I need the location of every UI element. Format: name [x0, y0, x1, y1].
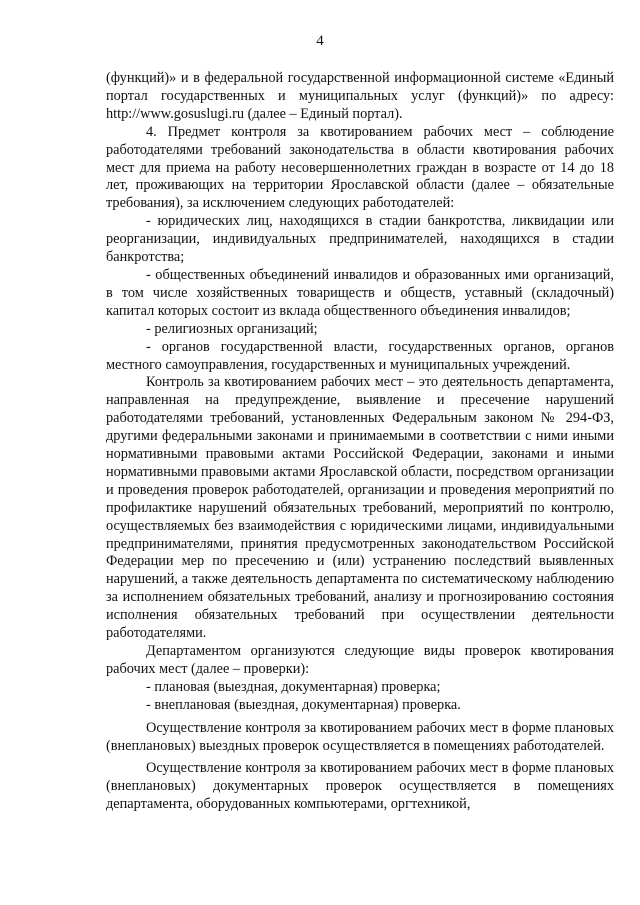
document-body	[106, 70, 614, 814]
list-item: - религиозных организаций;	[146, 320, 318, 337]
paragraph: Осуществление контроля за квотированием рабочих мест в форме плановых (внеплановых) документарных проверок осуществляется в помещениях департамента, оборудованных компьютерами, оргтехникой,	[106, 760, 614, 813]
list-item: - юридических лиц, находящихся в стадии банкротства, ликвидации или реорганизации, индивидуальных предпринимателей, находящихся в стадии банкротства;	[106, 213, 614, 266]
page-number: 4	[316, 33, 324, 49]
paragraph: Департаментом организуются следующие виды проверок квотирования рабочих мест (далее – проверки):	[106, 643, 614, 677]
paragraph: 4. Предмет контроля за квотированием рабочих мест – соблюдение работодателями требований законодательства в области квотирования рабочих мест для приема на работу несовершеннолетних граждан в возрасте от 14 до 18 лет, проживающих на территории Ярославской области (далее – обязательные требования), за исключением следующих работодателей:	[106, 123, 614, 212]
list-item: - органов государственной власти, государственных органов, органов местного самоуправления, государственных и муниципальных учреждений.	[106, 338, 614, 373]
list-item: - общественных объединений инвалидов и образованных ими организаций, в том числе хозяйственных товариществ и обществ, уставный (складочный) капитал которых состоит из вклада общественного объединения инвалидов;	[106, 266, 614, 319]
list-item: - плановая (выездная, документарная) проверка;	[146, 678, 441, 695]
paragraph: Осуществление контроля за квотированием рабочих мест в форме плановых (внеплановых) выездных проверок осуществляется в помещениях работодателей.	[106, 719, 614, 754]
paragraph: Контроль за квотированием рабочих мест – это деятельность департамента, направленная на предупреждение, выявление и пресечение нарушений работодателями требований, установленных Федеральным законом № 294-ФЗ, другими федеральными законами и принимаемыми в соответствии с ними иными нормативными правовыми актами Российской Федерации, законами и иными нормативными правовыми актами Ярославской области, посредством организации и проведения проверок работодателей, организации и проведения мероприятий по профилактике нарушений обязательных требований, мероприятий по контролю, осуществляемых без взаимодействия с юридическими лицами, индивидуальными предпринимателями, принятия предусмотренных законодательством Российской Федерации мер по пресечению и (или) устранению последствий выявленных нарушений, а также деятельность департамента по систематическому наблюдению за исполнением обязательных требований, анализу и прогнозированию состояния исполнения обязательных требований при осуществлении деятельности работодателями.	[106, 374, 614, 642]
list-item: - внеплановая (выездная, документарная) проверка.	[146, 696, 461, 713]
paragraph: (функций)» и в федеральной государственной информационной системе «Единый портал государственных и муниципальных услуг (функций)» по адресу: http://www.gosuslugi.ru (далее – Единый портал).	[106, 70, 614, 122]
